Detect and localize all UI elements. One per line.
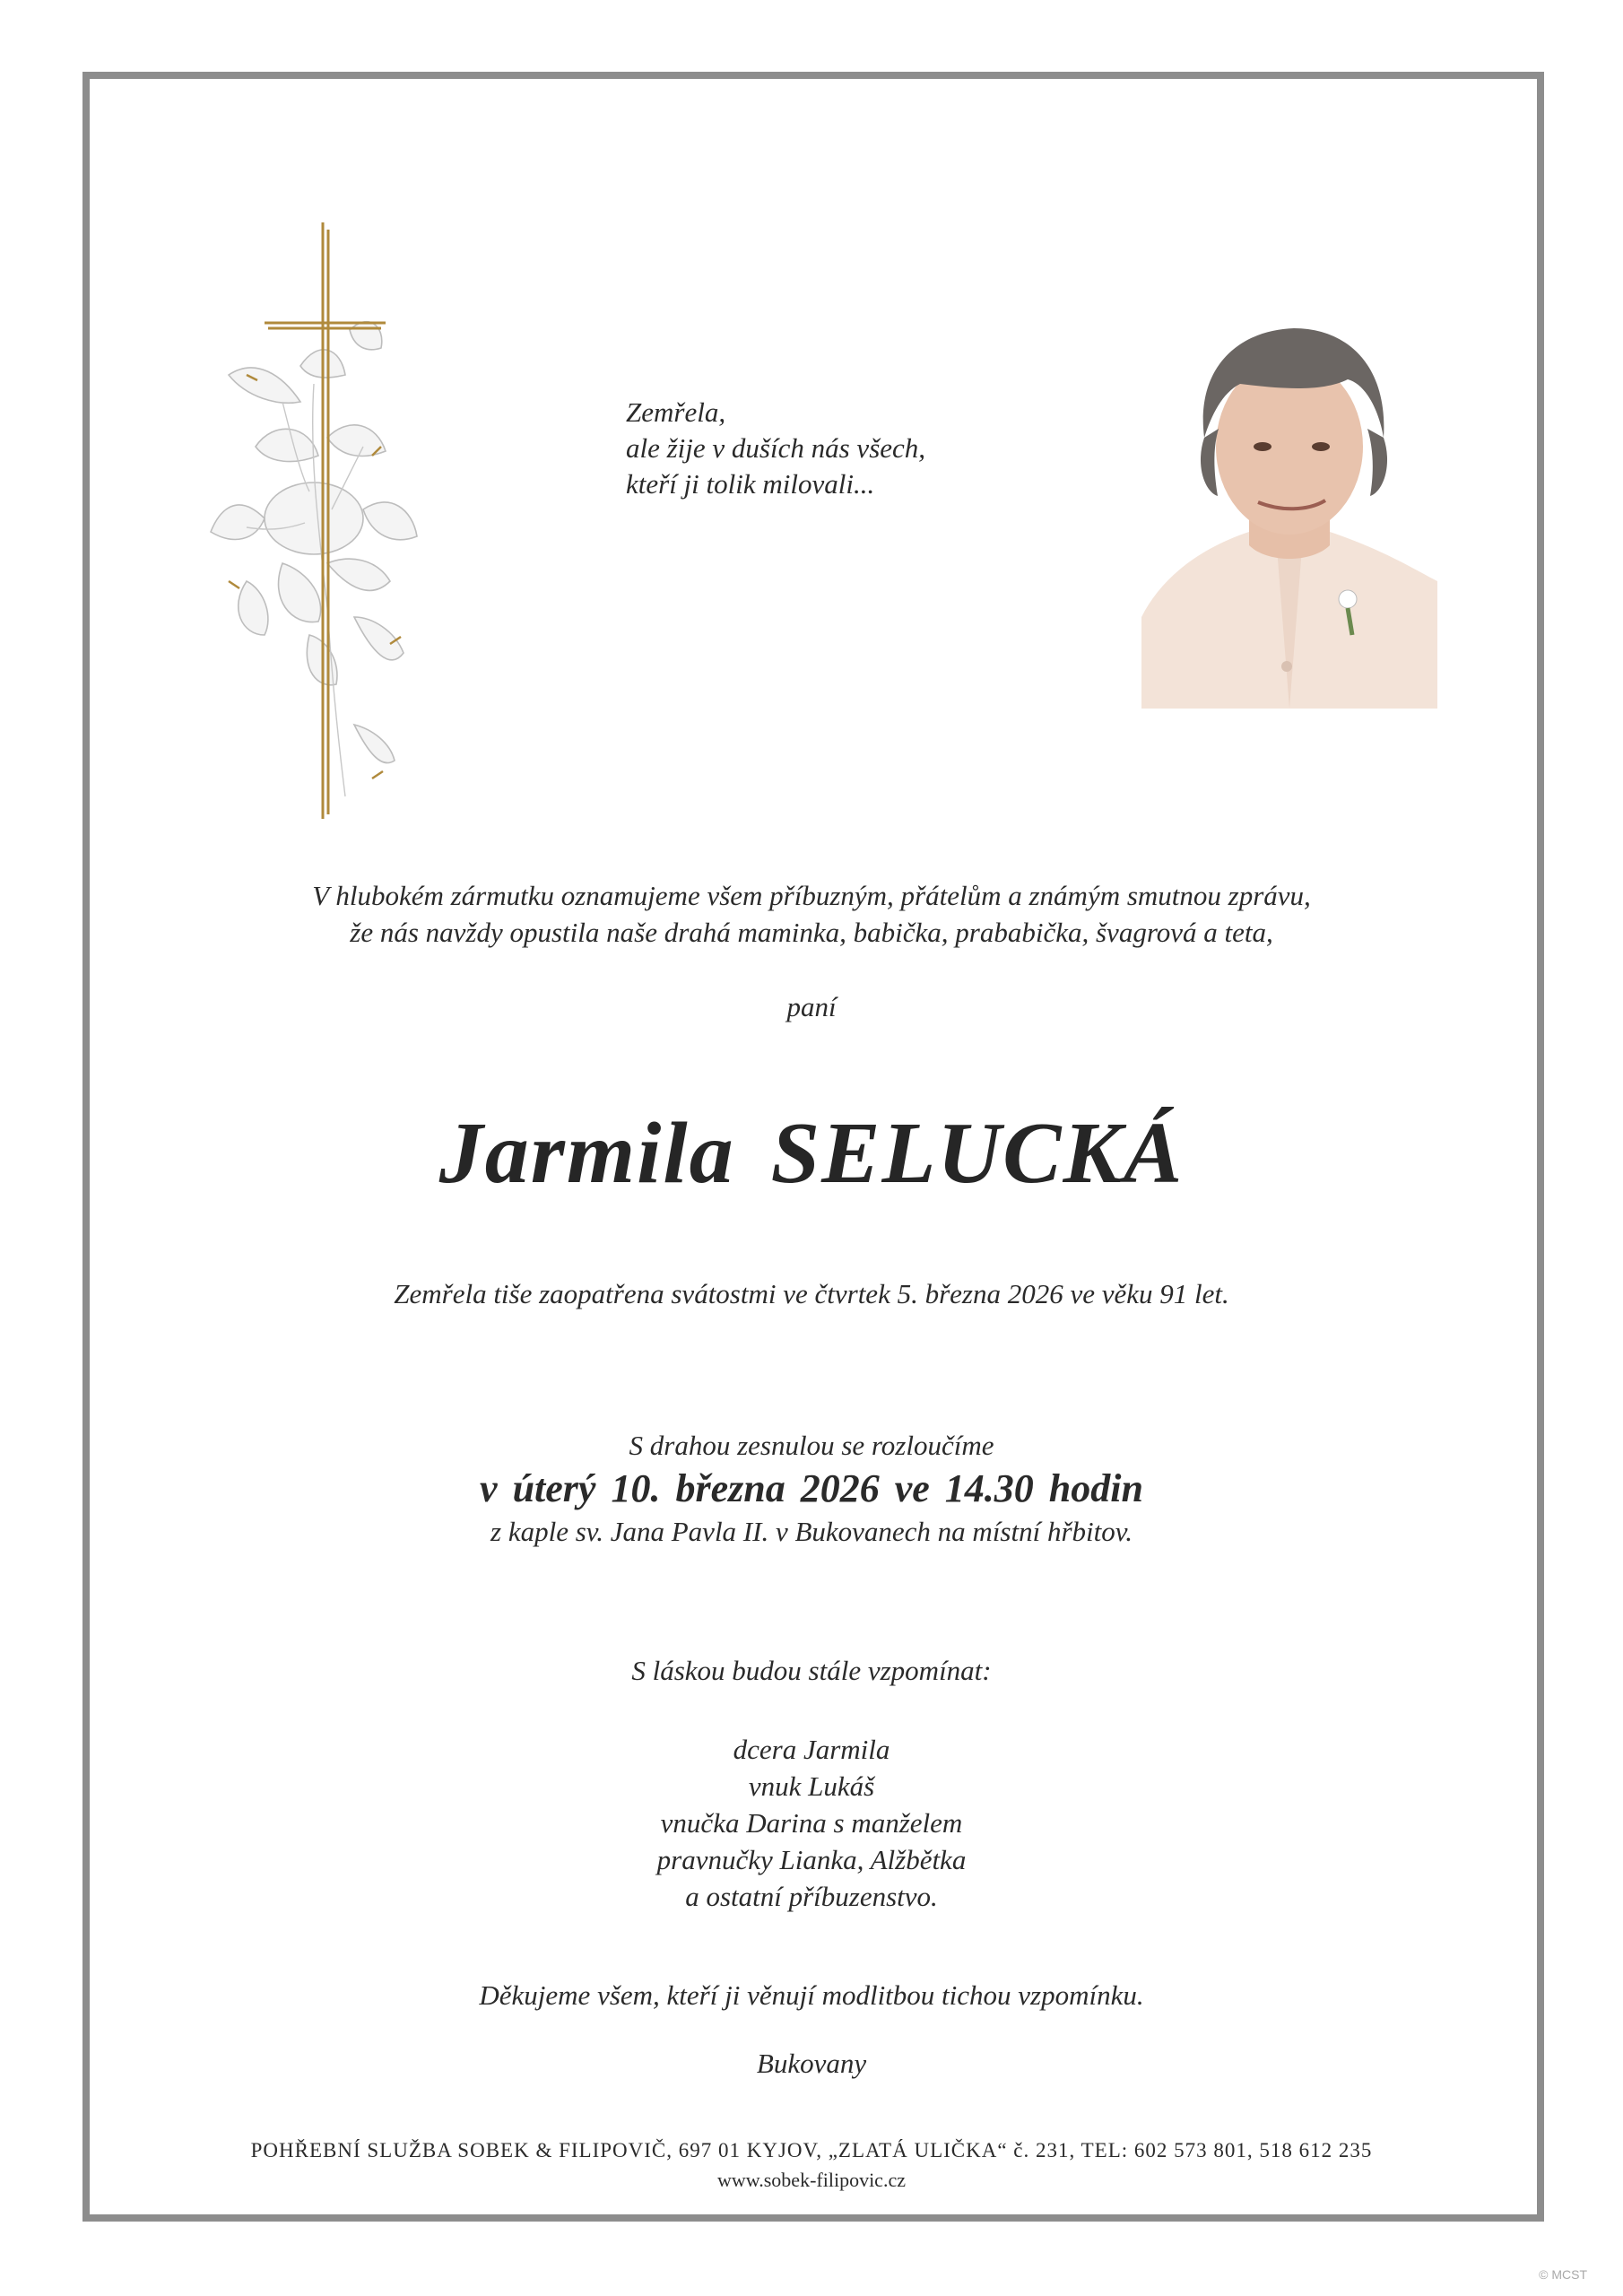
quote-line: Zemřela, <box>626 396 726 428</box>
intro-line: V hlubokém zármutku oznamujeme všem příbuzným, přátelům a známým smutnou zprávu, <box>312 880 1311 911</box>
deceased-name <box>0 1103 1623 1204</box>
announcement-intro <box>0 877 1623 951</box>
quote-line: ale žije v duších nás všech, <box>626 432 926 464</box>
farewell-datetime: v úterý 10. března 2026 ve 14.30 hodin <box>480 1466 1143 1510</box>
farewell-place: z kaple sv. Jana Pavla II. v Bukovanech na místní hřbitov. <box>490 1516 1133 1547</box>
family-member: dcera Jarmila <box>733 1734 890 1765</box>
funeral-service-info: POHŘEBNÍ SLUŽBA SOBEK & FILIPOVIČ, 697 01 KYJOV, „ZLATÁ ULIČKA“ č. 231, TEL: 602 573 801, 518 612 235 <box>250 2139 1373 2161</box>
family-member: vnučka Darina s manželem <box>660 1807 963 1839</box>
family-member: a ostatní příbuzenstvo. <box>685 1881 938 1912</box>
honorific: paní <box>786 991 837 1022</box>
memorial-quote <box>626 395 925 502</box>
remember-heading: S láskou budou stále vzpomínat: <box>631 1655 992 1686</box>
intro-line: že nás navždy opustila naše drahá maminka, babička, prababička, švagrová a teta, <box>350 917 1273 948</box>
cross-with-lilies-icon <box>193 222 444 841</box>
funeral-service-website[interactable]: www.sobek-filipovic.cz <box>717 2169 906 2191</box>
watermark: © MCST <box>1539 2267 1587 2282</box>
family-member: pravnučky Lianka, Alžbětka <box>656 1844 967 1875</box>
last-name: SELUCKÁ <box>770 1105 1185 1202</box>
place-name: Bukovany <box>756 2048 867 2079</box>
quote-line: kteří ji tolik milovali... <box>626 468 875 500</box>
thanks-line: Děkujeme všem, kteří ji věnují modlitbou tichou vzpomínku. <box>479 1979 1144 2011</box>
first-name: Jarmila <box>438 1105 735 1202</box>
portrait-photo <box>1141 312 1437 709</box>
family-list <box>0 1731 1623 1915</box>
farewell-intro: S drahou zesnulou se rozloučíme <box>629 1430 994 1461</box>
death-notice: Zemřela tiše zaopatřena svátostmi ve čtvrtek 5. března 2026 ve věku 91 let. <box>394 1278 1229 1309</box>
family-member: vnuk Lukáš <box>748 1770 875 1802</box>
farewell-info <box>0 1428 1623 1550</box>
